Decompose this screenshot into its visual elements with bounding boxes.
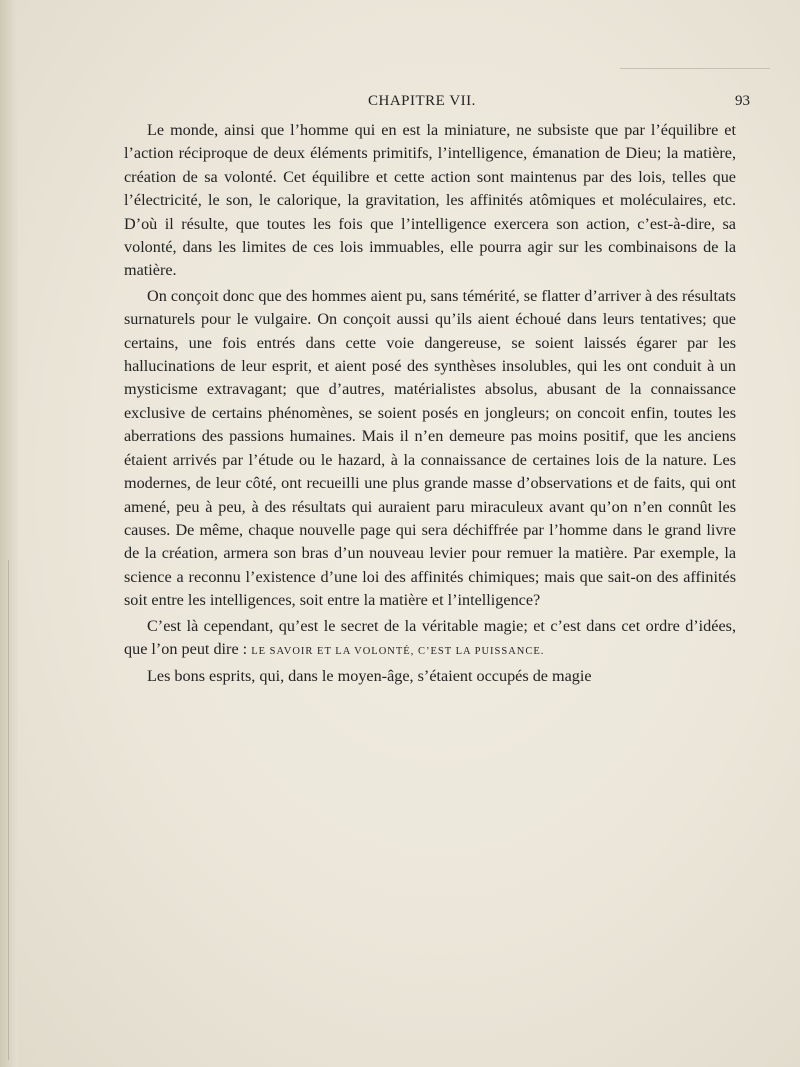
paragraph-3-lead: C’est là cependant, qu’est le secret de la véritable magie; et c’est dans cet ordre d’idées, que l’on peut dire : — [124, 616, 736, 658]
page-binding-edge — [0, 0, 18, 1067]
page-edge-line — [8, 560, 9, 1060]
paper-mark — [620, 68, 770, 69]
paragraph-3 — [124, 615, 736, 664]
page-number: 93 — [735, 93, 750, 109]
chapter-title: CHAPITRE VII. — [368, 93, 476, 109]
small-caps-maxim: LE SAVOIR ET LA VOLONTÉ, C’EST LA PUISSANCE. — [251, 645, 545, 657]
paragraph-1: Le monde, ainsi que l’homme qui en est la miniature, ne subsiste que par l’équilibre et l’action réciproque de deux éléments primitifs, l’intelligence, émanation de Dieu; la matière, création de sa volonté. Cet équilibre et cette action sont maintenus par des lois, telles que l’électricité, le son, le calorique, la gravitation, les affinités atômiques et moléculaires, etc. D’où il résulte, que toutes les fois que l’intelligence exercera son action, c’est-à-dire, sa volonté, dans les limites de ces lois immuables, elle pourra agir sur les combinaisons de la matière. — [124, 121, 736, 280]
page-body — [124, 119, 736, 689]
paragraph-2: On conçoit donc que des hommes aient pu, sans témérité, se flatter d’arriver à des résultats surnaturels pour le vulgaire. On conçoit aussi qu’ils aient échoué dans leurs tentatives; que certains, une fois entrés dans cette voie dangereuse, se soient laissés égarer par les hallucinations de leur esprit, et aient posé des synthèses insolubles, qui les ont conduit à un mysticisme extravagant; que d’autres, matérialistes absolus, abusant de la connaissance exclusive de certains phénomènes, se soient posés en jongleurs; on concoit enfin, toutes les aberrations des passions humaines. Mais il n’en demeure pas moins positif, que les anciens étaient arrivés par l’étude ou le hazard, à la connaissance de certaines lois de la nature. Les modernes, de leur côté, ont recueilli une plus grande masse d’observations et de faits, qui ont amené, peu à peu, à des résultats qui auraient paru miraculeux avant qu’on n’en connût les causes. De même, chaque nouvelle page qui sera déchiffrée par l’homme dans le grand livre de la création, armera son bras d’un nouveau levier pour remuer la matière. Par exemple, la science a reconnu l’existence d’une loi des affinités chimiques; mais que sait-on des affinités soit entre les intelligences, soit entre la matière et l’intelligence? — [124, 286, 736, 610]
running-head — [0, 93, 800, 117]
paragraph-4: Les bons esprits, qui, dans le moyen-âge, s’étaient occupés de magie — [147, 667, 592, 686]
